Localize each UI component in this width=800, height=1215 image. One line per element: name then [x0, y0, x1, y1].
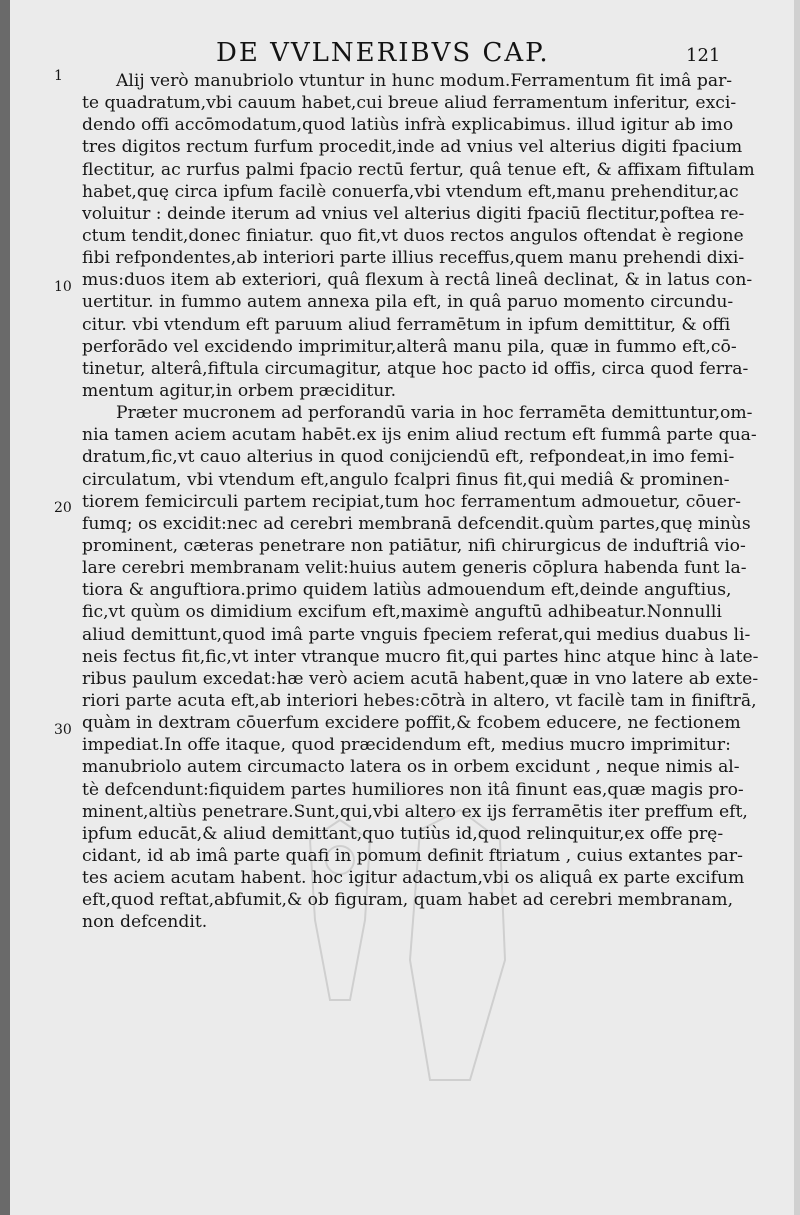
text-line: perforādo vel excidendo imprimitur,alterâ manu pila, quæ in fummo eft,cō-: [82, 336, 737, 357]
text-line: non defcendit.: [82, 912, 208, 933]
running-title: DE VVLNERIBVS CAP.: [216, 38, 550, 68]
text-line: habet,quę circa ipfum facilè conuerfa,vbi vtendum eft,manu prehenditur,ac: [82, 181, 739, 202]
text-line: tiora & anguftiora.primo quidem latiùs admouendum eft,deinde anguftius,: [82, 580, 732, 601]
text-line: manubriolo autem circumacto latera os in orbem excidunt , neque nimis al-: [82, 757, 740, 778]
text-line: voluitur : deinde iterum ad vnius vel alterius digiti fpaciū flectitur,poftea re-: [82, 203, 745, 224]
text-line: dendo offi accōmodatum,quod latiùs infrà explicabimus. illud igitur ab imo: [82, 115, 734, 136]
text-line: cidant, id ab imâ parte quafi in pomum definit ftriatum , cuius extantes par-: [82, 845, 743, 866]
text-line: Præter mucronem ad perforandū varia in hoc ferramēta demittuntur,om-: [116, 403, 753, 424]
text-line: quàm in dextram cōuerfum excidere poffit,& fcobem educere, ne fectionem: [82, 713, 741, 734]
page-edge: [794, 0, 800, 1215]
text-line: citur. vbi vtendum eft paruum aliud ferramētum in ipfum demittitur, & offi: [82, 314, 731, 335]
text-line: te quadratum,vbi cauum habet,cui breue aliud ferramentum inferitur, exci-: [82, 93, 737, 114]
page-number: 121: [686, 45, 721, 66]
paragraph: [82, 402, 759, 933]
text-line: fumq; os excidit:nec ad cerebri membranā defcendit.quùm partes,quę minùs: [82, 513, 751, 534]
page-gutter-shadow: [0, 0, 10, 1215]
margin-line-number: 10: [54, 279, 72, 295]
text-line: prominent, cæteras penetrare non patiātur, nifi chirurgicus de induftriâ vio-: [82, 535, 746, 556]
text-line: tres digitos rectum furfum procedit,inde ad vnius vel alterius digiti fpacium: [82, 137, 743, 158]
text-line: minent,altiùs penetrare.Sunt,qui,vbi altero ex ijs ferramētis iter preffum eft,: [82, 801, 748, 822]
text-line: lare cerebri membranam velit:huius autem generis cōplura habenda funt la-: [82, 558, 747, 579]
text-line: uertitur. in fummo autem annexa pila eft, in quâ paruo momento circundu-: [82, 292, 734, 313]
text-line: fic,vt quùm os dimidium excifum eft,maximè anguftū adhibeatur.Nonnulli: [82, 602, 722, 623]
text-line: ribus paulum excedat:hæ verò aciem acutā habent,quæ in vno latere ab exte-: [82, 668, 759, 689]
text-line: tè defcendunt:fiquidem partes humiliores non itâ finunt eas,quæ magis pro-: [82, 779, 744, 800]
margin-line-number: 30: [54, 722, 72, 738]
text-line: aliud demittunt,quod imâ parte vnguis fpeciem referat,qui medius duabus li-: [82, 624, 751, 645]
text-line: circulatum, vbi vtendum eft,angulo fcalpri finus fit,qui mediâ & prominen-: [82, 469, 730, 490]
text-line: dratum,fic,vt cauo alterius in quod conijciendū eft, refpondeat,in imo femi-: [82, 447, 735, 468]
text-line: neis fectus fit,fic,vt inter vtranque mucro fit,qui partes hinc atque hinc à late-: [82, 646, 759, 667]
text-line: fibi refpondentes,ab interiori parte illius receffus,quem manu prehendi dixi-: [82, 248, 745, 269]
text-line: Alij verò manubriolo vtuntur in hunc modum.Ferramentum fit imâ par-: [116, 71, 733, 91]
margin-line-number: 1: [54, 68, 63, 84]
text-line: tinetur, alterâ,fiftula circumagitur, atque hoc pacto id offis, circa quod ferra-: [82, 358, 749, 379]
text-line: ipfum educāt,& aliud demittant,quo tutiùs id,quod relinquitur,ex offe prę-: [82, 823, 724, 844]
paragraph: [82, 70, 755, 402]
text-line: impediat.In offe itaque, quod præcidendum eft, medius mucro imprimitur:: [82, 735, 731, 756]
text-line: ctum tendit,donec finiatur. quo fit,vt duos rectos angulos oftendat è regione: [82, 225, 744, 246]
body-text: [82, 70, 759, 933]
text-line: flectitur, ac rurfus palmi fpacio rectū fertur, quâ tenue eft, & affixam fiftulam: [82, 159, 755, 180]
text-line: tiorem femicirculi partem recipiat,tum hoc ferramentum admouetur, cōuer-: [82, 491, 741, 512]
text-line: riori parte acuta eft,ab interiori hebes:cōtrà in altero, vt facilè tam in finiftrā,: [82, 690, 757, 711]
text-line: tes aciem acutam habent. hoc igitur adactum,vbi os aliquâ ex parte excifum: [82, 868, 745, 889]
margin-line-number: 20: [54, 500, 72, 516]
text-line: eft,quod reftat,abfumit,& ob figuram, quam habet ad cerebri membranam,: [82, 890, 734, 911]
text-line: mus:duos item ab exteriori, quâ flexum à rectâ lineâ declinat, & in latus con-: [82, 270, 753, 291]
text-line: mentum agitur,in orbem præciditur.: [82, 380, 397, 401]
text-line: nia tamen aciem acutam habēt.ex ijs enim aliud rectum eft fummâ parte qua-: [82, 425, 757, 446]
